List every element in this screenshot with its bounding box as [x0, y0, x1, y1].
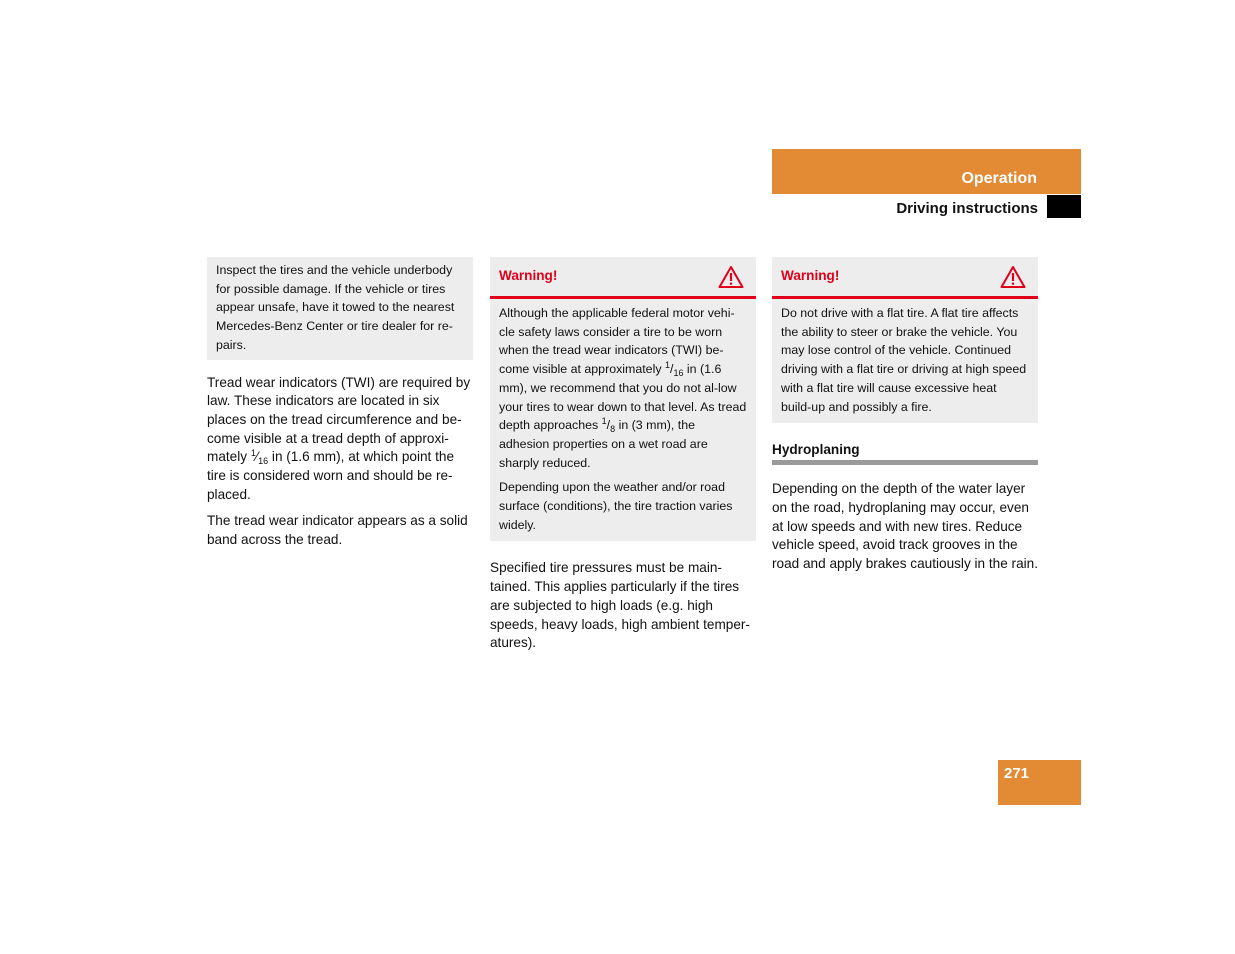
warning-paragraph: Depending upon the weather and/or road surface (conditions), the tire traction varies widely. [499, 480, 733, 532]
warning-triangle-icon [1000, 265, 1026, 289]
column-right [772, 257, 1038, 582]
thumb-tab-marker [1047, 195, 1081, 218]
column-left [207, 257, 473, 558]
warning-box-flat-tire [772, 257, 1038, 423]
section-header-bar [772, 149, 1081, 194]
warning-title: Warning! [781, 268, 840, 284]
column-middle [490, 257, 756, 661]
warning-title: Warning! [499, 268, 558, 284]
warning-body [772, 299, 1038, 423]
tread-band-paragraph: The tread wear indicator appears as a solid band across the tread. [207, 513, 468, 548]
warning-body [490, 299, 756, 541]
tread-wear-paragraph: Tread wear indicators (TWI) are required by law. These indicators are located in six places on the tread circumference and be-come visible at a tread depth of approxi-mately $^1⁄_{16}$ in (1.6 mm), at which point the tire is considered worn and should be re-placed. [207, 374, 471, 502]
warning-paragraph: Do not drive with a flat tire. A flat tire affects the ability to steer or brake the vehicle. You may lose control of the vehicle. Continued driving with a flat tire or driving at high speed with a flat tire will cause excessive heat build-up and possibly a fire. [781, 306, 1027, 414]
warning-triangle-icon [718, 265, 744, 289]
note-text: Inspect the tires and the vehicle underbody for possible damage. If the vehicle or tires appear unsafe, have it towed to the nearest Mercedes-Benz Center or tire dealer for re-pairs. [216, 263, 455, 352]
warning-header [772, 257, 1038, 299]
tire-pressure-paragraph: Specified tire pressures must be main-tained. This applies particularly if the tires are subjected to high loads (e.g. high speeds, heavy loads, high ambient temper-atures). [490, 560, 750, 651]
note-box [207, 257, 473, 360]
section-title: Operation [961, 170, 1037, 187]
subsection-title: Driving instructions [896, 200, 1038, 217]
warning-paragraph: Although the applicable federal motor vehi-cle safety laws consider a tire to be worn when the tread wear indicators (TWI) be-come visible at approximately $^1/_{16}$ in (1.6 mm), we recommend that you do not al-low your tires to wear down to that level. As tread depth approaches $^1/_8$ in (3 mm), the adhesion properties on a wet road are sharply reduced. [499, 306, 747, 470]
hydroplaning-heading: Hydroplaning [772, 441, 1038, 465]
page-number: 271 [1004, 765, 1030, 782]
warning-header [490, 257, 756, 299]
page-number-tab [998, 760, 1081, 805]
warning-box-tread [490, 257, 756, 541]
hydroplaning-paragraph: Depending on the depth of the water layer on the road, hydroplaning may occur, even at low speeds and with new tires. Reduce vehicle speed, avoid track grooves in the road and apply brakes cautiously in the rain. [772, 481, 1038, 572]
